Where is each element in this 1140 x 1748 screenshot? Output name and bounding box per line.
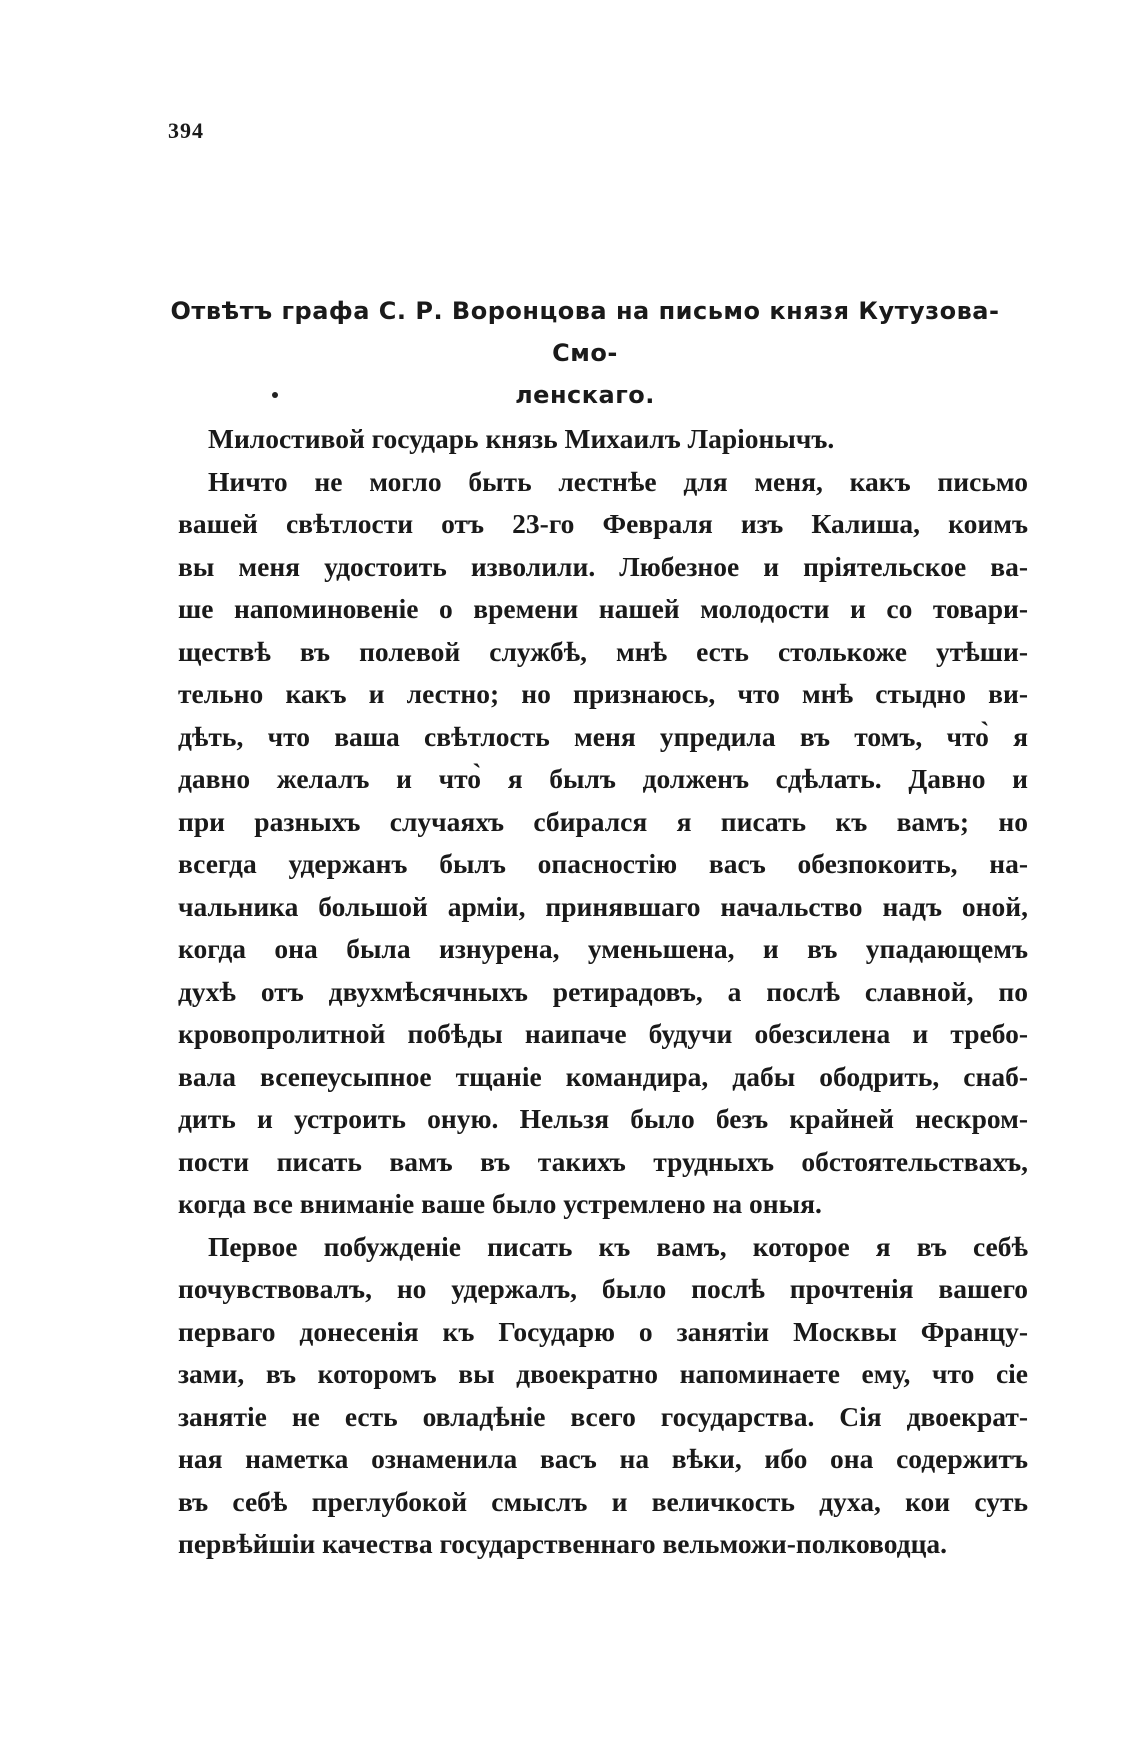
text-line: ше напоминовеніе о времени нашей молодости и со товари- <box>178 593 1028 624</box>
paragraph-2 <box>178 1226 1028 1566</box>
text-line: тельно какъ и лестно; но признаюсь, что мнѣ стыдно ви- <box>178 678 1028 709</box>
text-line: перваго донесенія къ Государю о занятіи Москвы Францу- <box>178 1315 1028 1347</box>
text-line: въ себѣ преглубокой смыслъ и величкость духа, кои суть <box>178 1485 1028 1517</box>
text-line: духѣ отъ двухмѣсячныхъ ретирадовъ, а послѣ славной, по <box>178 975 1028 1007</box>
letter-body <box>178 418 1028 1566</box>
salutation: Милостивой государь князь Михаилъ Ларіонычъ. <box>208 423 835 454</box>
text-line: пости писать вамъ въ такихъ трудныхъ обстоятельствахъ, <box>178 1145 1028 1177</box>
text-line: дѣть, что ваша свѣтлость меня упредила въ томъ, что̀ я <box>178 720 1028 752</box>
text-line: кровопролитной побѣды наипаче будучи обезсилена и требо- <box>178 1018 1028 1049</box>
text-line: зами, въ которомъ вы двоекратно напоминаете ему, что сіе <box>178 1358 1028 1389</box>
title-line: Отвѣтъ графа С. Р. Воронцова на письмо князя Кутузова-Смо- <box>170 297 1000 367</box>
text-line: всегда удержанъ былъ опасностію васъ обезпокоить, на- <box>178 848 1028 879</box>
text-line: дить и устроить оную. Нельзя было безъ крайней нескром- <box>178 1103 1028 1134</box>
ink-speck <box>272 392 278 398</box>
text-line: чальника большой арміи, принявшаго начальство надъ оной, <box>178 890 1028 922</box>
text-line: вашей свѣтлости отъ 23-го Февраля изъ Калиша, коимъ <box>178 508 1028 539</box>
text-line: Ничто не могло быть лестнѣе для меня, какъ письмо <box>208 465 1028 497</box>
text-line: вы меня удостоить изволили. Любезное и пріятельское ва- <box>178 550 1028 582</box>
title-line: ленскаго. <box>515 381 655 409</box>
letter-title <box>160 290 1010 416</box>
text-line: Первое побужденіе писать къ вамъ, которое я въ себѣ <box>208 1230 1028 1262</box>
text-line: вала всепеусыпное тщаніе командира, дабы ободрить, снаб- <box>178 1060 1028 1092</box>
text-line: ществѣ въ полевой службѣ, мнѣ есть столькоже утѣши- <box>178 635 1028 667</box>
page-number: 394 <box>168 118 204 143</box>
text-line: ная наметка ознаменила васъ на вѣки, ибо она содержитъ <box>178 1443 1028 1474</box>
text-line: занятіе не есть овладѣніе всего государства. Сія двоекрат- <box>178 1400 1028 1432</box>
paragraph-1 <box>178 461 1028 1226</box>
text-line: первѣйшіи качества государственнаго вельможи-полководца. <box>178 1528 948 1559</box>
text-line: когда она была изнурена, уменьшена, и въ упадающемъ <box>178 933 1028 964</box>
text-line: давно желалъ и что̀ я былъ долженъ сдѣлать. Давно и <box>178 763 1028 794</box>
text-line: когда все вниманіе ваше было устремлено на оныя. <box>178 1188 822 1219</box>
text-line: почувствовалъ, но удержалъ, было послѣ прочтенія вашего <box>178 1273 1028 1304</box>
text-line: при разныхъ случаяхъ сбирался я писать къ вамъ; но <box>178 805 1028 837</box>
